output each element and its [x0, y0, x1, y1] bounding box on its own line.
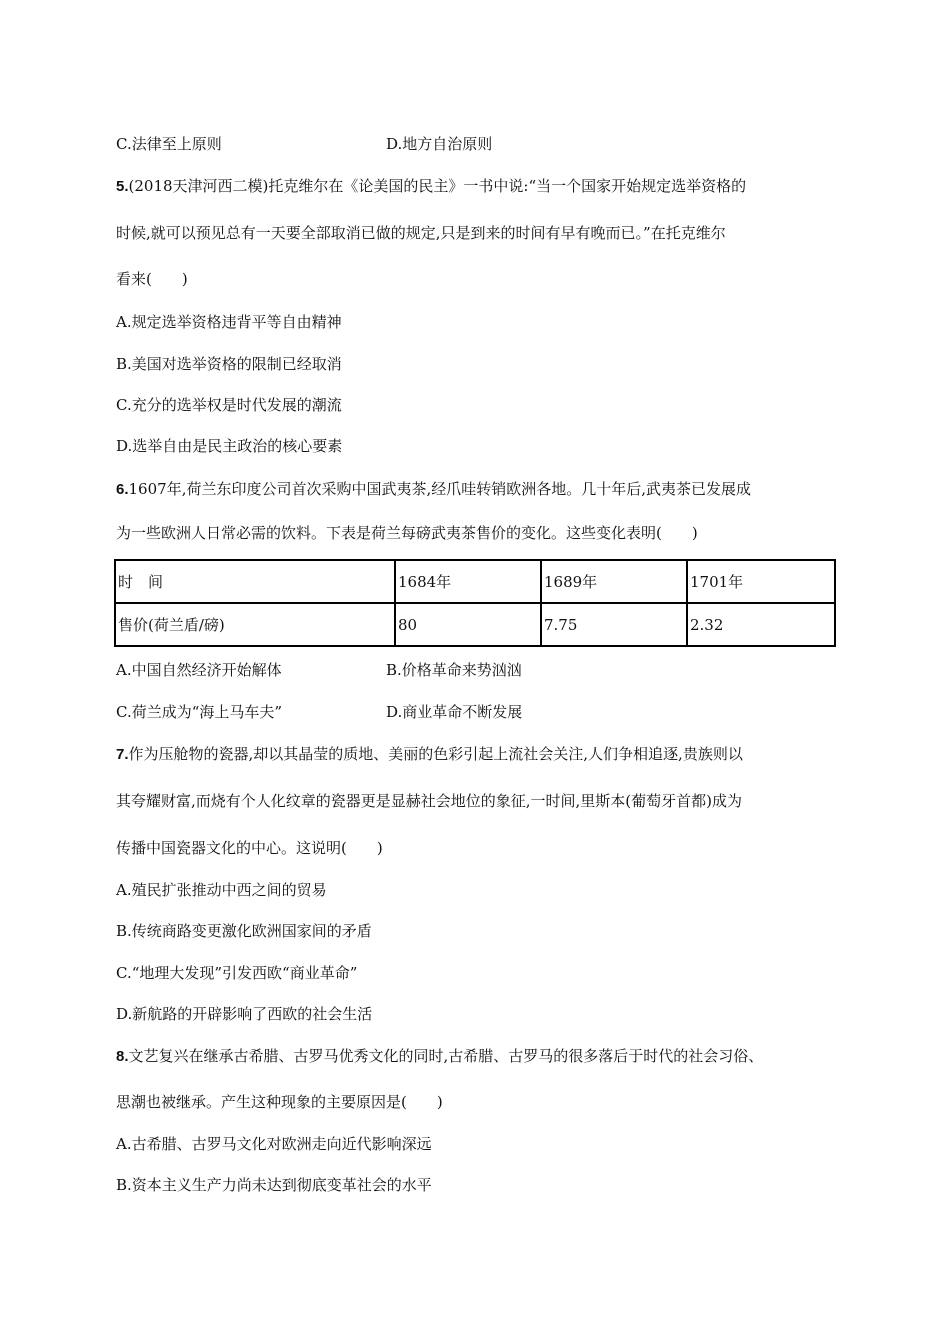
- q6-option-d: D.商业革命不断发展: [386, 703, 523, 721]
- table-cell: 80: [395, 603, 541, 646]
- q7-option-a: A.殖民扩张推动中西之间的贸易: [116, 881, 327, 899]
- table-cell: 1689年: [541, 560, 687, 603]
- table-cell: 时 间: [115, 560, 395, 603]
- q5-stem-line-3: 看来( ): [116, 270, 188, 288]
- q6-option-c: C.荷兰成为“海上马车夫”: [116, 703, 283, 721]
- q7-text-1: 作为压舱物的瓷器,却以其晶莹的质地、美丽的色彩引起上流社会关注,人们争相追逐,贵族则以: [128, 745, 743, 763]
- q7-option-b: B.传统商路变更激化欧洲国家间的矛盾: [116, 922, 372, 940]
- q4-option-d: D.地方自治原则: [386, 135, 493, 153]
- table-cell: 2.32: [687, 603, 835, 646]
- q7-option-c: C.“地理大发现”引发西欧“商业革命”: [116, 964, 358, 982]
- q8-option-b: B.资本主义生产力尚未达到彻底变革社会的水平: [116, 1176, 432, 1194]
- q7-stem-line-3: 传播中国瓷器文化的中心。这说明( ): [116, 839, 383, 857]
- q6-stem-line-1: [116, 478, 751, 499]
- table-cell: 7.75: [541, 603, 687, 646]
- q5-option-c: C.充分的选举权是时代发展的潮流: [116, 396, 342, 414]
- tea-price-table: [114, 559, 836, 647]
- q5-text-1: (2018天津河西二模)托克维尔在《论美国的民主》一书中说:“当一个国家开始规定选举资格的: [128, 177, 747, 195]
- q8-text-1: 文艺复兴在继承古希腊、古罗马优秀文化的同时,古希腊、古罗马的很多落后于时代的社会习俗、: [128, 1047, 764, 1065]
- q6-stem-line-2: 为一些欧洲人日常必需的饮料。下表是荷兰每磅武夷茶售价的变化。这些变化表明( ): [116, 524, 698, 542]
- q8-stem-line-1: [116, 1045, 763, 1066]
- q5-number: 5.: [116, 178, 129, 195]
- q6-option-a: A.中国自然经济开始解体: [116, 661, 282, 679]
- table-row: [115, 603, 835, 646]
- q8-option-a: A.古希腊、古罗马文化对欧洲走向近代影响深远: [116, 1135, 432, 1153]
- q7-stem-line-1: [116, 743, 743, 764]
- q7-option-d: D.新航路的开辟影响了西欧的社会生活: [116, 1005, 373, 1023]
- q5-stem-line-1: [116, 175, 746, 196]
- q6-number: 6.: [116, 481, 129, 498]
- q5-option-d: D.选举自由是民主政治的核心要素: [116, 437, 343, 455]
- q8-stem-line-2: 思潮也被继承。产生这种现象的主要原因是( ): [116, 1093, 443, 1111]
- q8-number: 8.: [116, 1048, 129, 1065]
- q4-option-c: C.法律至上原则: [116, 135, 222, 153]
- q7-stem-line-2: 其夸耀财富,而烧有个人化纹章的瓷器更是显赫社会地位的象征,一时间,里斯本(葡萄牙首都)成为: [116, 792, 743, 810]
- q5-option-b: B.美国对选举资格的限制已经取消: [116, 355, 342, 373]
- table-cell: 1701年: [687, 560, 835, 603]
- q5-stem-line-2: 时候,就可以预见总有一天要全部取消已做的规定,只是到来的时间有早有晚而已。”在托克维尔: [116, 224, 726, 242]
- table-header-row: [115, 560, 835, 603]
- table-cell: 售价(荷兰盾/磅): [115, 603, 395, 646]
- table-cell: 1684年: [395, 560, 541, 603]
- q5-option-a: A.规定选举资格违背平等自由精神: [116, 313, 342, 331]
- q6-text-1: 1607年,荷兰东印度公司首次采购中国武夷茶,经爪哇转销欧洲各地。几十年后,武夷茶已发展成: [128, 480, 751, 498]
- q7-number: 7.: [116, 746, 129, 763]
- q6-option-b: B.价格革命来势汹汹: [386, 661, 522, 679]
